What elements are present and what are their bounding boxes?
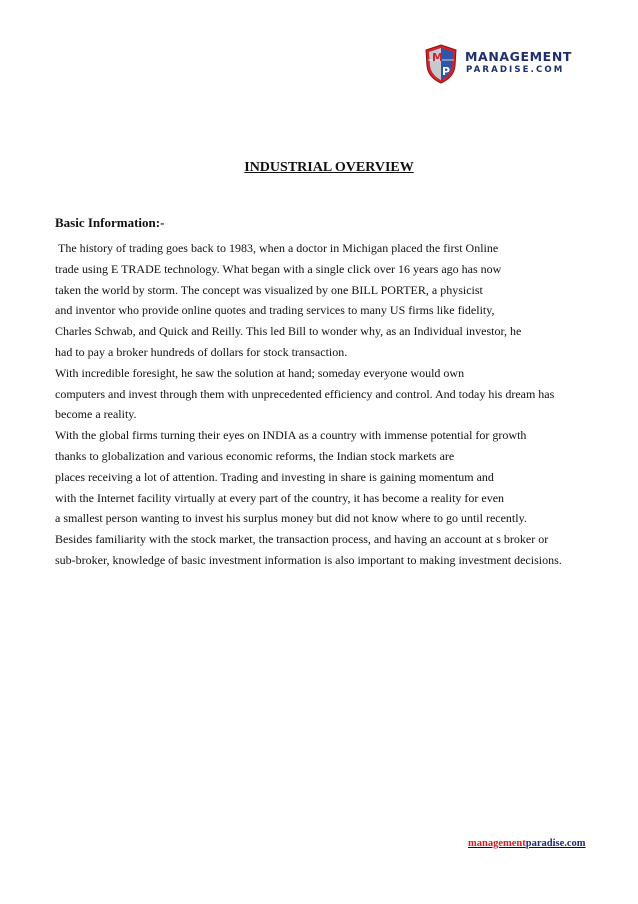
logo-word-paradise: PARADISE.COM [466, 65, 565, 75]
body-line: The history of trading goes back to 1983, when a doctor in Michigan placed the first Online [58, 241, 499, 255]
section-heading: Basic Information:- [55, 215, 165, 230]
body-line: become a reality. [55, 407, 137, 422]
body-line: With incredible foresight, he saw the solution at hand; someday everyone would own [55, 365, 465, 380]
footer-website-link[interactable] [468, 838, 586, 849]
body-line: had to pay a broker hundreds of dollars for stock transaction. [55, 344, 348, 359]
body-line: computers and invest through them with unprecedented efficiency and control. And today his dream has [55, 386, 555, 401]
management-paradise-logo[interactable] [424, 44, 594, 88]
body-line: Besides familiarity with the stock market, the transaction process, and having an account at s broker or [55, 532, 549, 547]
body-line: a smallest person wanting to invest his surplus money but did not know where to go until recently. [55, 511, 527, 526]
body-text [55, 238, 615, 571]
body-line: and inventor who provide online quotes and trading services to many US firms like fidelity, [55, 303, 495, 318]
body-line: With the global firms turning their eyes on INDIA as a country with immense potential for growth [55, 428, 527, 443]
shield-logo-icon [424, 44, 458, 84]
body-line: Charles Schwab, and Quick and Reilly. This led Bill to wonder why, as an Individual investor, he [55, 324, 522, 339]
footer-link-part-management: management [468, 838, 526, 849]
body-line: with the Internet facility virtually at every part of the country, it has become a reality for even [55, 490, 505, 505]
logo-word-management: MANAGEMENT [465, 49, 573, 64]
body-line: trade using E TRADE technology. What began with a single click over 16 years ago has now [55, 261, 502, 276]
footer-link-part-paradise: paradise.com [525, 838, 586, 849]
body-line: taken the world by storm. The concept was visualized by one BILL PORTER, a physicist [55, 282, 483, 297]
body-line: places receiving a lot of attention. Trading and investing in share is gaining momentum and [55, 469, 494, 484]
shield-letter-p: P [442, 65, 451, 78]
body-line: thanks to globalization and various economic reforms, the Indian stock markets are [55, 448, 455, 463]
shield-letter-m: M [432, 51, 443, 64]
document-title: INDUSTRIAL OVERVIEW [244, 160, 414, 175]
body-line: sub-broker, knowledge of basic investment information is also important to making investment decisions. [55, 552, 562, 567]
